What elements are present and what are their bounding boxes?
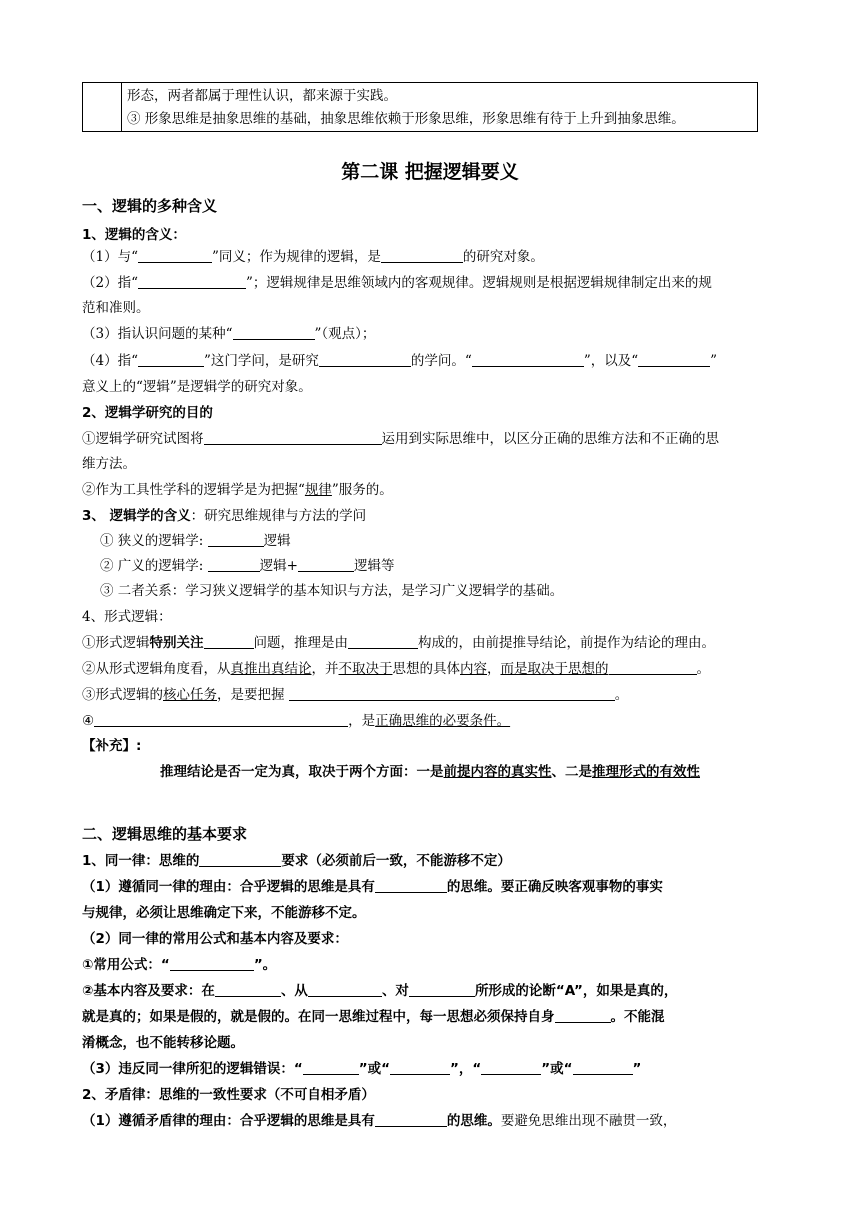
fill-blank [199, 852, 281, 867]
fill-blank [308, 982, 382, 997]
table-row-text: 形态，两者都属于理性认识，都来源于实践。 [127, 88, 397, 104]
fill-blank [555, 1008, 611, 1023]
fill-blank [208, 557, 260, 572]
text-line: ④ ，是正确思维的必要条件。 [82, 713, 511, 729]
fill-blank [208, 532, 264, 547]
fill-blank [138, 352, 204, 367]
fill-blank [94, 712, 348, 727]
section-heading: 二、逻辑思维的基本要求 [82, 825, 248, 843]
table-fragment [82, 82, 758, 132]
text-line: ②从形式逻辑角度看，从真推出真结论，并不取决于思想的具体内容，而是取决于思想的 。 [82, 661, 710, 677]
text-line: 2、矛盾律：思维的一致性要求（不可自相矛盾） [82, 1087, 375, 1103]
fill-blank [204, 430, 382, 445]
fill-blank [319, 352, 411, 367]
text-line: ①形式逻辑特别关注 问题，推理是由 构成的，由前提推导结论，前提作为结论的理由。 [82, 635, 715, 651]
fill-blank [204, 634, 254, 649]
fill-blank [609, 660, 697, 675]
text-line: ① 狭义的逻辑学: 逻辑 [100, 533, 291, 549]
fill-blank [215, 982, 281, 997]
subsection-title: 4、形式逻辑： [82, 609, 172, 625]
fill-blank [298, 557, 354, 572]
text-line: （1）遵循矛盾律的理由：合乎逻辑的思维是具有 的思维。要避免思维出现不融贯一致， [82, 1113, 677, 1129]
fill-blank [481, 1060, 541, 1075]
text-line: （3）违反同一律所犯的逻辑错误：“ ”或“ ”，“ ”或“ ” [82, 1061, 642, 1077]
fill-blank [409, 982, 475, 997]
fill-blank [375, 878, 447, 893]
text-line: 淆概念，也不能转移论题。 [82, 1035, 244, 1051]
fill-blank [573, 1060, 633, 1075]
fill-blank [390, 1060, 450, 1075]
text-line: ③ 二者关系：学习狭义逻辑学的基本知识与方法，是学习广义逻辑学的基础。 [100, 583, 564, 599]
text-line: ②作为工具性学科的逻辑学是为把握“规律”服务的。 [82, 482, 393, 498]
subsection-title: 1、逻辑的含义： [82, 227, 186, 243]
table-row-text: ③ 形象思维是抽象思维的基础，抽象思维依赖于形象思维，形象思维有待于上升到抽象思维。 [127, 111, 685, 127]
text-line: 范和准则。 [82, 300, 150, 316]
fill-blank [170, 956, 254, 971]
fill-blank [375, 1112, 447, 1127]
fill-blank [472, 352, 584, 367]
fill-blank [289, 686, 615, 701]
text-line: （2）指“ ”；逻辑规律是思维领域内的客观规律。逻辑规则是根据逻辑规律制定出来的规 [82, 275, 712, 291]
supplement-label: 【补充】: [82, 738, 142, 754]
text-line: 就是真的；如果是假的，就是假的。在同一思维过程中，每一思想必须保持自身 。不能混 [82, 1009, 665, 1025]
text-line: 3、 逻辑学的含义：研究思维规律与方法的学问 [82, 508, 367, 524]
text-line: （3）指认识问题的某种“ ”（观点）； [82, 326, 376, 342]
text-line: ③形式逻辑的核心任务，是要把握 。 [82, 687, 629, 703]
fill-blank [138, 248, 212, 263]
section-heading: 一、逻辑的多种含义 [82, 197, 218, 215]
text-line: 意义上的“逻辑”是逻辑学的研究对象。 [82, 379, 312, 395]
fill-blank [303, 1060, 359, 1075]
text-line: （1）与“ ”同义；作为规律的逻辑，是 的研究对象。 [82, 249, 544, 265]
text-line: （1）遵循同一律的理由：合乎逻辑的思维是具有 的思维。要正确反映客观事物的事实 [82, 879, 663, 895]
text-line: 维方法。 [82, 456, 136, 472]
text-line: ②基本内容及要求：在 、从 、对 所形成的论断“A”，如果是真的， [82, 983, 678, 999]
subsection-title: 2、逻辑学研究的目的 [82, 405, 213, 421]
fill-blank [381, 248, 463, 263]
fill-blank [348, 634, 418, 649]
table-left-cell [83, 83, 122, 131]
supplement-text: 推理结论是否一定为真，取决于两个方面：一是前提内容的真实性、二是推理形式的有效性 [160, 764, 700, 780]
text-line: ①常用公式：“ ”。 [82, 957, 277, 973]
fill-blank [638, 352, 710, 367]
fill-blank [233, 325, 315, 340]
text-line: （4）指“ ”这门学问，是研究 的学问。“ ”，以及“ ” [82, 353, 718, 369]
page-title: 第二课 把握逻辑要义 [341, 161, 519, 183]
text-line: ② 广义的逻辑学: 逻辑+ 逻辑等 [100, 558, 395, 574]
text-line: 1、同一律：思维的 要求（必须前后一致，不能游移不定） [82, 853, 511, 869]
text-line: （2）同一律的常用公式和基本内容及要求： [82, 931, 348, 947]
text-line: 与规律，必须让思维确定下来，不能游移不定。 [82, 905, 366, 921]
fill-blank [138, 274, 246, 289]
text-line: ①逻辑学研究试图将 运用到实际思维中，以区分正确的思维方法和不正确的思 [82, 431, 719, 447]
